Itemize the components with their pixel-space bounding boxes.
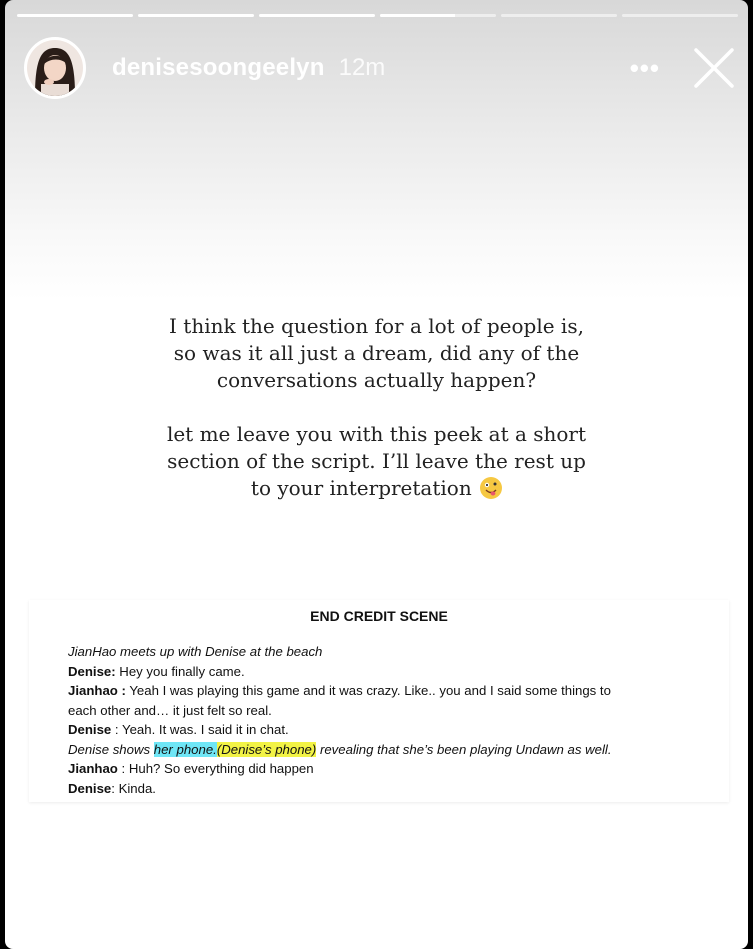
script-title: END CREDIT SCENE [310,608,448,624]
progress-segment [622,14,738,17]
progress-segment [17,14,133,17]
progress-segment [259,14,375,17]
caption-text: let me leave you with this peek at a short section of the script. I’ll leave the rest up to your interpretation [166,422,587,500]
story-progress-bar [17,14,738,17]
progress-segment [138,14,254,17]
close-icon[interactable] [692,46,736,90]
script-line [68,642,709,662]
speaker-name: Jianhao [68,761,118,776]
stage-direction: revealing that she’s been playing Undawn as well. [316,741,612,757]
dialogue-text: : Yeah. It was. I said it in chat. [111,722,289,737]
script-line [68,701,709,721]
dialogue-text: : Huh? So everything did happen [117,761,314,776]
script-line [68,681,709,701]
highlight-cyan: her phone. [153,741,217,757]
story-viewer[interactable] [5,0,748,949]
caption-paragraph: I think the question for a lot of people is, so was it all just a dream, did any of the conversations actually happen? [169,314,584,392]
speaker-name: Denise: [68,663,116,679]
script-line [68,740,709,760]
speaker-name: Jianhao : [68,683,126,698]
script-line [68,662,709,682]
script-excerpt [29,600,729,802]
dialogue-text: : Kinda. [111,780,156,796]
dialogue-text: each other and… it just felt so real. [68,702,272,718]
more-horizontal-icon[interactable]: ••• [629,52,660,83]
username[interactable]: denisesoongeelyn [112,54,325,81]
script-lines [29,642,729,798]
caption-paragraph [5,421,748,502]
post-time: 12m [338,54,386,81]
speaker-name: Denise [68,722,112,737]
stage-direction: JianHao meets up with Denise at the beach [68,644,323,659]
avatar[interactable] [24,37,86,99]
progress-segment [501,14,617,17]
script-line [68,779,709,799]
progress-segment [380,14,496,17]
dialogue-text: Yeah I was playing this game and it was crazy. Like.. you and I said some things to [125,683,611,698]
story-caption [5,313,748,529]
highlight-yellow: (Denise’s phone) [216,741,317,757]
speaker-name: Denise [68,780,112,796]
dialogue-text: Hey you finally came. [115,663,245,679]
story-header [24,36,736,100]
script-line [68,759,709,779]
stage-direction: Denise shows [68,741,154,757]
script-line [68,720,709,740]
zany-face-emoji-icon [480,477,502,499]
